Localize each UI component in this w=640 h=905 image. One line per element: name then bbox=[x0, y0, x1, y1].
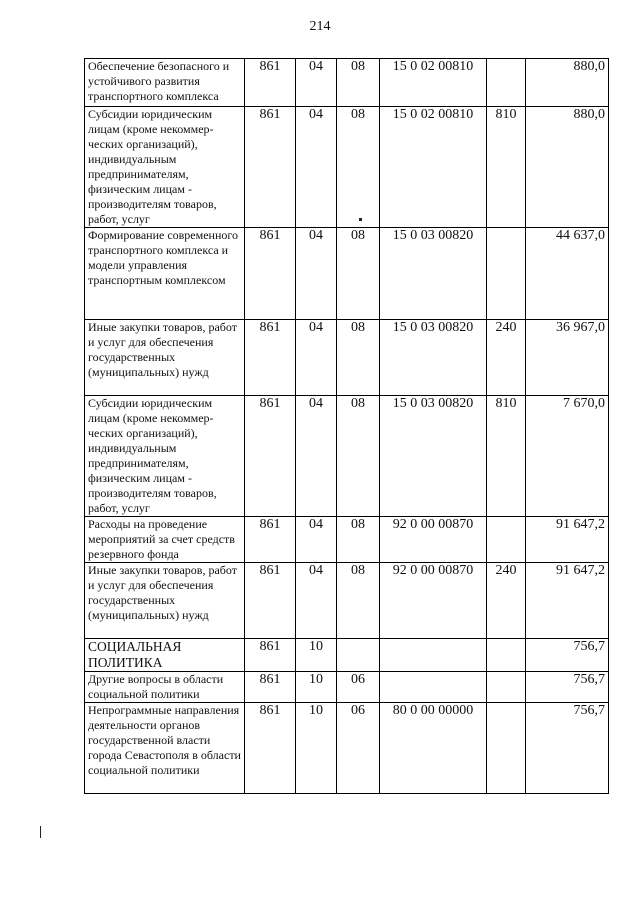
table-row bbox=[85, 703, 609, 794]
row-csr: 15 0 03 00820 bbox=[380, 228, 487, 320]
page-number: 214 bbox=[309, 19, 331, 34]
row-name: Формирование современного транспортного комплекса и модели управления транспортным комплексом bbox=[85, 228, 245, 320]
row-rz: 04 bbox=[296, 320, 337, 396]
row-vr: 240 bbox=[487, 563, 526, 639]
row-rz: 04 bbox=[296, 59, 337, 107]
row-vr bbox=[487, 639, 526, 672]
table-row bbox=[85, 563, 609, 639]
row-csr: 80 0 00 00000 bbox=[380, 703, 487, 794]
row-sum: 756,7 bbox=[526, 703, 609, 794]
row-rz: 10 bbox=[296, 703, 337, 794]
row-name: Субсидии юридическим лицам (кроме некоммер-ческих организаций), индивидуальным предпринимателям, физическим лицам - производителям товаров, работ, услуг bbox=[85, 396, 245, 517]
row-pr: 08 bbox=[337, 396, 380, 517]
row-rz: 04 bbox=[296, 107, 337, 228]
table-row bbox=[85, 320, 609, 396]
row-rz: 04 bbox=[296, 517, 337, 563]
table-row bbox=[85, 228, 609, 320]
row-pr: 08 bbox=[337, 107, 380, 228]
row-sum: 880,0 bbox=[526, 59, 609, 107]
row-name: Другие вопросы в области социальной политики bbox=[85, 672, 245, 703]
row-csr: 15 0 03 00820 bbox=[380, 396, 487, 517]
row-csr: 15 0 03 00820 bbox=[380, 320, 487, 396]
row-pr: 08 bbox=[337, 563, 380, 639]
row-sum: 91 647,2 bbox=[526, 517, 609, 563]
row-vr: 240 bbox=[487, 320, 526, 396]
row-sum: 756,7 bbox=[526, 639, 609, 672]
row-ved: 861 bbox=[245, 517, 296, 563]
row-ved: 861 bbox=[245, 672, 296, 703]
row-name: СОЦИАЛЬНАЯ ПОЛИТИКА bbox=[85, 639, 245, 672]
row-ved: 861 bbox=[245, 563, 296, 639]
row-pr: 08 bbox=[337, 517, 380, 563]
row-pr bbox=[337, 639, 380, 672]
row-sum: 44 637,0 bbox=[526, 228, 609, 320]
row-pr: 08 bbox=[337, 228, 380, 320]
row-vr bbox=[487, 672, 526, 703]
row-name: Расходы на проведение мероприятий за счет средств резервного фонда bbox=[85, 517, 245, 563]
row-sum: 880,0 bbox=[526, 107, 609, 228]
row-ved: 861 bbox=[245, 107, 296, 228]
row-name: Непрограммные направления деятельности органов государственной власти города Севастополя в области социальной политики bbox=[85, 703, 245, 794]
row-csr: 15 0 02 00810 bbox=[380, 59, 487, 107]
table-row bbox=[85, 517, 609, 563]
row-sum: 91 647,2 bbox=[526, 563, 609, 639]
row-name: Обеспечение безопасного и устойчивого развития транспортного комплекса bbox=[85, 59, 245, 107]
table-row bbox=[85, 59, 609, 107]
row-sum: 36 967,0 bbox=[526, 320, 609, 396]
row-sum: 7 670,0 bbox=[526, 396, 609, 517]
table-row bbox=[85, 107, 609, 228]
row-name: Иные закупки товаров, работ и услуг для обеспечения государственных (муниципальных) нужд bbox=[85, 563, 245, 639]
row-ved: 861 bbox=[245, 59, 296, 107]
scan-mark bbox=[40, 826, 41, 838]
row-vr bbox=[487, 59, 526, 107]
row-vr bbox=[487, 228, 526, 320]
row-rz: 10 bbox=[296, 639, 337, 672]
budget-table bbox=[84, 58, 609, 794]
row-pr: 06 bbox=[337, 703, 380, 794]
row-sum: 756,7 bbox=[526, 672, 609, 703]
row-csr bbox=[380, 672, 487, 703]
row-ved: 861 bbox=[245, 228, 296, 320]
row-csr: 92 0 00 00870 bbox=[380, 563, 487, 639]
row-pr: 08 bbox=[337, 320, 380, 396]
row-rz: 04 bbox=[296, 563, 337, 639]
row-pr: 08 bbox=[337, 59, 380, 107]
row-ved: 861 bbox=[245, 639, 296, 672]
row-pr: 06 bbox=[337, 672, 380, 703]
row-csr: 15 0 02 00810 bbox=[380, 107, 487, 228]
row-ved: 861 bbox=[245, 396, 296, 517]
table-row bbox=[85, 396, 609, 517]
table-row bbox=[85, 639, 609, 672]
table-row bbox=[85, 672, 609, 703]
row-csr bbox=[380, 639, 487, 672]
row-name: Субсидии юридическим лицам (кроме некоммер-ческих организаций), индивидуальным предпринимателям, физическим лицам - производителям товаров, работ, услуг bbox=[85, 107, 245, 228]
row-ved: 861 bbox=[245, 320, 296, 396]
row-vr bbox=[487, 517, 526, 563]
scan-speck bbox=[359, 218, 362, 221]
row-csr: 92 0 00 00870 bbox=[380, 517, 487, 563]
row-ved: 861 bbox=[245, 703, 296, 794]
row-vr: 810 bbox=[487, 107, 526, 228]
row-vr bbox=[487, 703, 526, 794]
row-rz: 10 bbox=[296, 672, 337, 703]
row-name: Иные закупки товаров, работ и услуг для обеспечения государственных (муниципальных) нужд bbox=[85, 320, 245, 396]
row-vr: 810 bbox=[487, 396, 526, 517]
row-rz: 04 bbox=[296, 228, 337, 320]
row-rz: 04 bbox=[296, 396, 337, 517]
